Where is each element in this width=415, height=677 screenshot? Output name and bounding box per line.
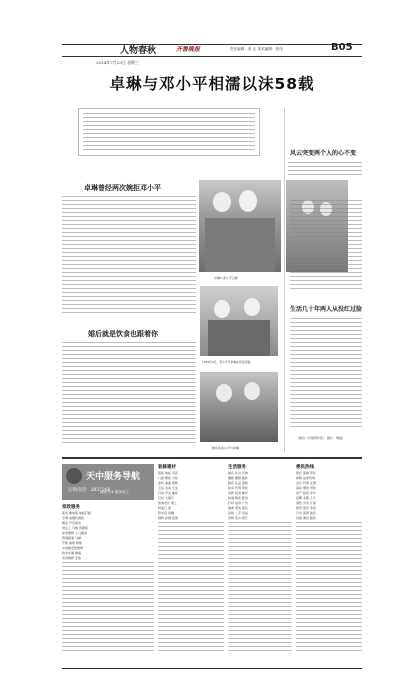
subhead-4: 生活几十年两人从没红过脸: [290, 306, 363, 313]
subhead-3: 风云突变两个人的心不变: [290, 150, 357, 157]
ad-row: 保险 理财 贷款: [296, 485, 316, 490]
ad-row: 家教 培训 辅导: [228, 490, 248, 495]
ad-filler: [158, 522, 224, 652]
header-paper-name: 齐鲁晚报: [176, 46, 201, 53]
ad-row: 摄影 摄像 婚纱: [228, 475, 248, 480]
ad-row: 婚庆 礼仪 庆典: [228, 470, 248, 475]
ad-row: 阳光房 雨棚: [158, 510, 174, 515]
headline: 卓琳与邓小平相濡以沫58载: [109, 75, 315, 93]
caption-2: 1939年9月，邓小平与卓琳在延安结婚。: [202, 360, 253, 364]
ad-row: 钟点工 月嫂 育婴师: [62, 525, 88, 530]
ad-row: 律师 法律咨询: [296, 475, 315, 480]
article-text-block-4: [290, 200, 362, 290]
ad-row: 石材 大理石: [158, 495, 174, 500]
article-text-block-5: [290, 318, 362, 430]
caption-3: 晚年的邓小平与卓琳: [212, 446, 240, 450]
ad-row: 瓷砖 地板 吊顶: [158, 470, 178, 475]
ad-row: 招聘 求职 人才: [296, 495, 316, 500]
ad-row: 水电暖安装维修: [62, 545, 84, 550]
header-top-rule: [62, 44, 362, 45]
ad-row: 教育 留学 考试: [296, 505, 316, 510]
ad-row: 家具维修 安装: [62, 555, 81, 560]
header-bottom-rule: [62, 56, 362, 57]
ad-row: 防水补漏 刷墙: [62, 550, 81, 555]
ad-col-head: 家政服务: [62, 505, 80, 510]
ad-col-head: 装修建材: [158, 465, 176, 470]
ad-col-head: 便民热线: [296, 465, 314, 470]
ad-row: 管道疏通 马桶: [62, 535, 81, 540]
ad-row: 灯具 开关 插座: [158, 490, 178, 495]
ad-row: 钢构 彩钢 搭建: [158, 515, 178, 520]
ad-filler: [62, 562, 154, 652]
ad-row: 其他 便民 服务: [296, 515, 316, 520]
ad-col-3: [296, 464, 362, 652]
ad-row: 搬家 开荒保洁: [62, 520, 81, 525]
ad-row: 会计 代账 注册: [296, 480, 316, 485]
lead-box: [78, 108, 260, 156]
ad-row: 租车 代驾 驾校: [228, 485, 248, 490]
header-date: 2014年7月23日 星期三: [96, 60, 140, 65]
ad-row: 快递 物流 配送: [228, 495, 248, 500]
caption-1: 卓琳与邓小平合影: [214, 276, 239, 280]
ad-bottom-rule: [62, 668, 362, 669]
ad-phone: 订购电话：2837260: [68, 488, 111, 493]
ad-row: 打印 复印 广告: [228, 500, 248, 505]
page-number: B05: [331, 42, 353, 53]
ad-row: 装饰设计 施工: [158, 500, 177, 505]
ad-top-rule: [62, 457, 362, 459]
ad-row: 鲜花 礼品 蛋糕: [228, 480, 248, 485]
ad-row: 医疗 保健 养生: [296, 470, 316, 475]
ad-row: 旅游 票务 酒店: [228, 505, 248, 510]
ad-col-0: [62, 504, 154, 652]
article-text-block-1: [62, 196, 196, 316]
ad-row: 卫浴 洁具 五金: [158, 485, 178, 490]
ad-col-2: [228, 464, 292, 652]
lead-text: [83, 113, 255, 151]
ad-row: 家电维修 上门服务: [62, 530, 87, 535]
subhead-2: 婚后就是饮食也跟着你: [88, 330, 158, 338]
subhead-1: 卓琳曾经两次婉拒邓小平: [84, 184, 161, 192]
header-editors: 责任编辑：张 正 美术编辑：张玮: [230, 47, 283, 51]
ad-row: 汽车 保养 美容: [296, 510, 316, 515]
ad-row: 房产 租售 中介: [296, 490, 316, 495]
ad-row: 门窗 橱柜 衣柜: [158, 475, 178, 480]
ad-tagline: 诚信为本 服务至上: [100, 490, 130, 494]
ad-row: 回收 二手 旧货: [228, 510, 248, 515]
photo-wedding: [200, 286, 278, 356]
ad-row: 餐饮 外卖 订餐: [296, 500, 316, 505]
ad-row: 开锁 换锁 修锁: [62, 540, 82, 545]
ad-col-1: [158, 464, 224, 652]
ad-row: 空调 油烟机清洗: [62, 515, 84, 520]
ad-row: 防盗门 窗: [158, 505, 171, 510]
ad-row: 宠物 花卉 园艺: [228, 515, 248, 520]
photo-elderly: [200, 372, 278, 442]
ad-banner-title: 天中服务导航: [86, 472, 141, 482]
ad-filler: [296, 522, 362, 652]
ad-row: 保洁 擦玻璃 地板打蜡: [62, 510, 91, 515]
article-text-block-2: [62, 342, 196, 446]
header-section: 人物春秋: [120, 46, 157, 56]
right-col-divider: [284, 108, 285, 452]
article-text-block-3: [288, 162, 362, 176]
ad-row: 涂料 油漆 壁纸: [158, 480, 178, 485]
photo-family: [199, 180, 281, 272]
ad-col-head: 生活服务: [228, 465, 246, 470]
ad-filler: [228, 522, 292, 652]
source-note: （摘自《中国青年报》 图片：网络）: [296, 436, 345, 440]
